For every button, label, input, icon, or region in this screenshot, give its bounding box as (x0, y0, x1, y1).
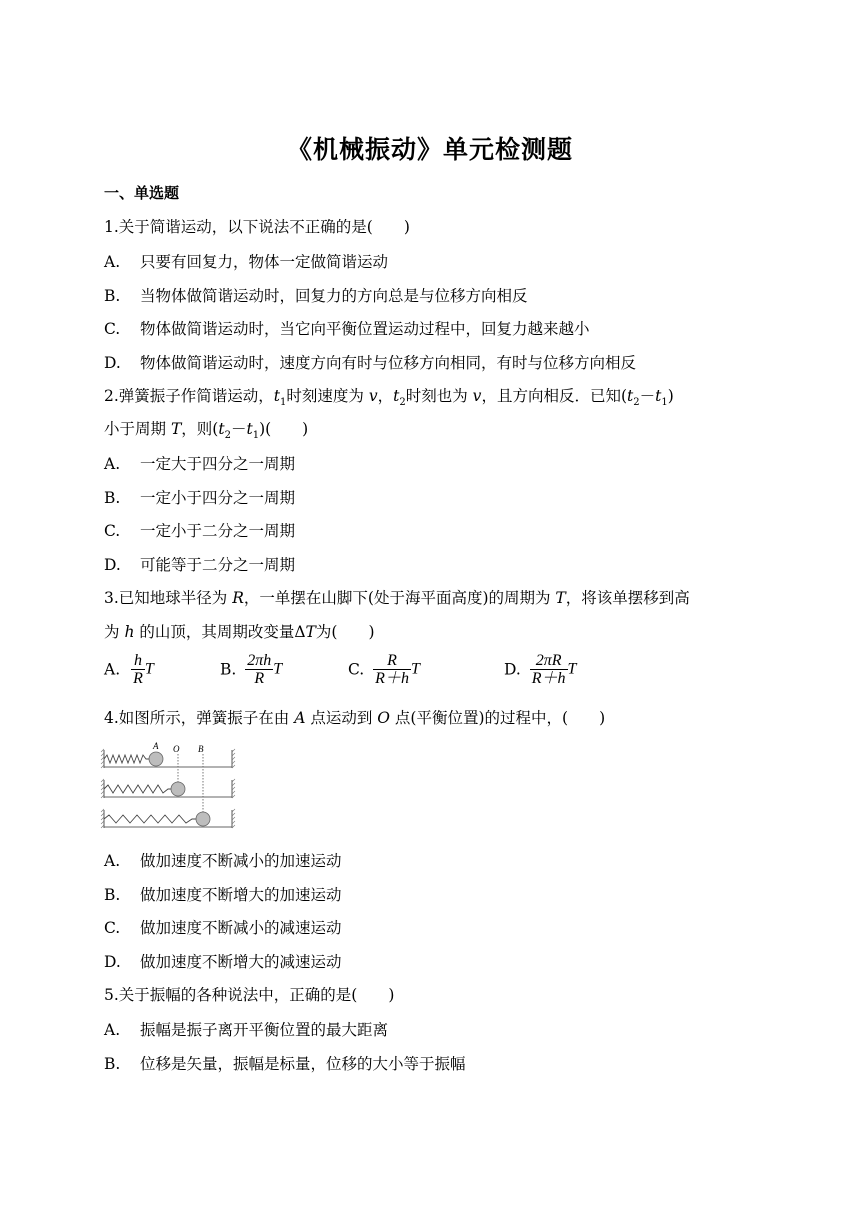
question-3-options (104, 652, 704, 696)
question-2-stem-line-2: 小于周期 T，则$(t_2-t_1)$( ) (104, 420, 309, 442)
question-1-option-c: C. 物体做简谐运动时，当它向平衡位置运动过程中，回复力越来越小 (104, 320, 590, 338)
question-4-stem: 4.如图所示，弹簧振子在由 A 点运动到 O 点(平衡位置)的过程中，( ) (104, 709, 606, 727)
question-3-option-b: B. $\frac{2\pi h}{R}$ T (220, 652, 283, 687)
question-2-option-b: B. 一定小于四分之一周期 (104, 489, 296, 507)
question-2-option-c: C. 一定小于二分之一周期 (104, 522, 296, 540)
question-1-option-d: D. 物体做简谐运动时，速度方向有时与位移方向相同，有时与位移方向相反 (104, 354, 637, 372)
question-5-option-a: A. 振幅是振子离开平衡位置的最大距离 (104, 1021, 389, 1039)
question-3-stem-line-2: 为 h 的山顶，其周期改变量ΔT为( ) (104, 623, 375, 641)
question-3-option-c: C. $\frac{R}{R+h}$ T (348, 652, 420, 687)
figure-label-b: B (198, 744, 204, 754)
question-2-option-d: D. 可能等于二分之一周期 (104, 556, 296, 574)
page-title: 《机械振动》单元检测题 (286, 135, 573, 164)
section-heading: 一、单选题 (104, 184, 180, 202)
question-2-option-a: A. 一定大于四分之一周期 (104, 455, 296, 473)
question-4-option-a: A. 做加速度不断减小的加速运动 (104, 852, 342, 870)
question-3-option-a: A. $\frac{h}{R}$ T (104, 652, 154, 687)
question-4-option-d: D. 做加速度不断增大的减速运动 (104, 953, 342, 971)
figure-label-o: O (173, 744, 180, 754)
question-5-stem: 5.关于振幅的各种说法中，正确的是( ) (104, 986, 395, 1004)
question-1-option-a: A. 只要有回复力，物体一定做简谐运动 (104, 253, 389, 271)
figure-label-a: A (153, 741, 159, 751)
row-equilibrium (101, 779, 235, 798)
question-4-option-c: C. 做加速度不断减小的减速运动 (104, 919, 342, 937)
row-stretched (101, 809, 235, 828)
question-3-stem-line-1: 3.已知地球半径为 R，一单摆在山脚下(处于海平面高度)的周期为 T，将该单摆移到高 (104, 589, 690, 607)
question-4-option-b: B. 做加速度不断增大的加速运动 (104, 886, 342, 904)
question-3-option-d: D. $\frac{2\pi R}{R+h}$ T (504, 652, 577, 687)
spring-oscillator-figure (100, 740, 240, 836)
question-1-option-b: B. 当物体做简谐运动时，回复力的方向总是与位移方向相反 (104, 287, 528, 305)
question-1-stem: 1.关于简谐运动，以下说法不正确的是( ) (104, 218, 410, 236)
question-2-stem-line-1: 2.弹簧振子作简谐运动，$t_1$时刻速度为 v，$t_2$时刻也为 v，且方向相反．已知$(t_2-t_1)$ (104, 387, 674, 409)
question-5-option-b: B. 位移是矢量，振幅是标量，位移的大小等于振幅 (104, 1055, 466, 1073)
row-compressed (101, 749, 235, 768)
